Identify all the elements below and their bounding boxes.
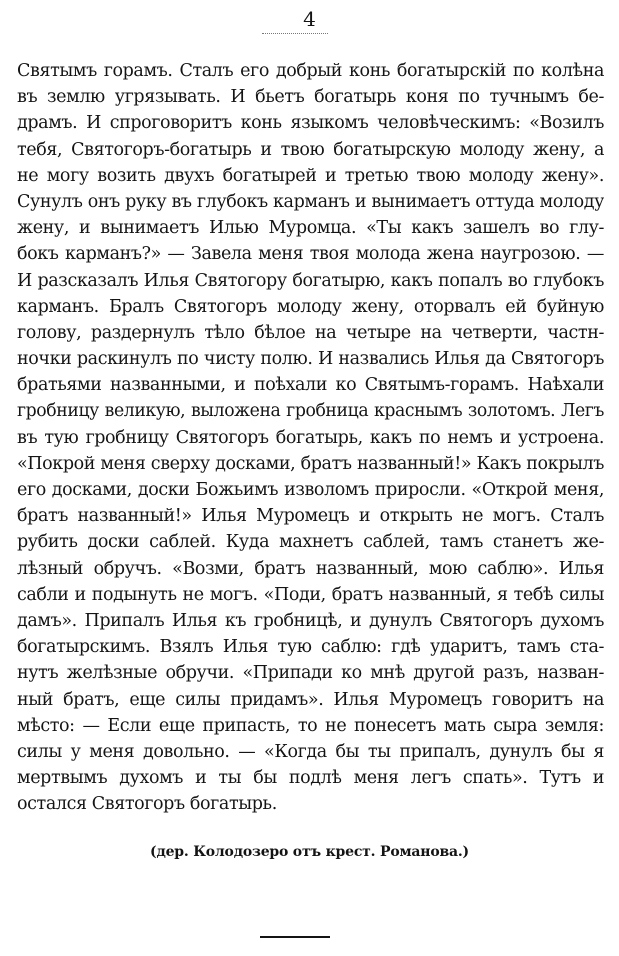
- text-line: ный братъ, еще силы придамъ». Илья Муромецъ говоритъ на: [17, 689, 604, 710]
- text-line: Сунулъ онъ руку въ глубокъ карманъ и вынимаетъ оттуда молоду: [17, 191, 604, 212]
- text-line: «Покрой меня сверху досками, братъ названный!» Какъ покрылъ: [17, 453, 604, 474]
- text-line: тебя, Святогоръ-богатырь и твою богатырскую молоду жену, а: [17, 139, 604, 160]
- text-line: мертвымъ духомъ и ты бы подлѣ меня легъ спать». Тутъ и: [17, 768, 604, 789]
- page-number: 4: [303, 7, 316, 31]
- text-line: братъ названный!» Илья Муромецъ и открыть не могъ. Сталъ: [17, 506, 604, 527]
- text-line: рубить доски саблей. Куда махнетъ саблей, тамъ станетъ же-: [17, 532, 604, 553]
- attribution: (дер. Колодозеро отъ крест. Романова.): [150, 844, 469, 860]
- text-line: лѣзный обручъ. «Возми, братъ названный, мою саблю». Илья: [17, 558, 604, 579]
- text-line: не могу возить двухъ богатырей и третью твою молоду жену».: [17, 165, 604, 186]
- header-rule: [262, 33, 328, 34]
- text-line: гробницу великую, выложена гробница краснымъ золотомъ. Легъ: [17, 401, 604, 422]
- text-line: И разсказалъ Илья Святогору богатырю, какъ попалъ во глубокъ: [17, 270, 604, 291]
- text-line: бокъ карманъ?» — Завела меня твоя молода жена наугрозою. —: [17, 244, 604, 265]
- text-line: сабли и подынуть не могъ. «Поди, братъ названный, я тебѣ силы: [17, 584, 604, 605]
- text-line: въ тую гробницу Святогоръ богатырь, какъ по немъ и устроена.: [17, 427, 604, 448]
- text-line: драмъ. И спроговоритъ конь языкомъ человѣческимъ: «Возилъ: [17, 113, 604, 134]
- text-line: карманъ. Бралъ Святогоръ молоду жену, оторвалъ ей буйную: [17, 296, 604, 317]
- text-line: богатырскимъ. Взялъ Илья тую саблю: гдѣ ударитъ, тамъ ста-: [17, 637, 604, 658]
- text-line: мѣсто: — Если еще припасть, то не понесетъ мать сыра земля:: [17, 715, 604, 736]
- text-line: голову, раздернулъ тѣло бѣлое на четыре на четверти, частн-: [17, 322, 604, 343]
- text-line: дамъ». Припалъ Илья къ гробницѣ, и дунулъ Святогоръ духомъ: [17, 610, 604, 631]
- text-line: ночки раскинулъ по чисту полю. И назвались Илья да Святогоръ: [17, 349, 604, 370]
- body-text: [17, 58, 604, 817]
- text-line: жену, и вынимаетъ Илью Муромца. «Ты какъ зашелъ во глу-: [17, 218, 604, 239]
- text-line: силы у меня довольно. — «Когда бы ты припалъ, дунулъ бы я: [17, 741, 604, 762]
- text-line: остался Святогоръ богатырь.: [17, 794, 277, 815]
- text-line: его досками, доски Божьимъ изволомъ приросли. «Открой меня,: [17, 480, 604, 500]
- text-line: братьями названными, и поѣхали ко Святымъ-горамъ. Наѣхали: [17, 375, 604, 396]
- end-rule: [260, 936, 330, 938]
- text-line: въ землю угрязывать. И бьетъ богатырь коня по тучнымъ бе-: [17, 87, 604, 108]
- text-line: Святымъ горамъ. Сталъ его добрый конь богатырскій по колѣна: [17, 61, 604, 81]
- text-line: нутъ желѣзные обручи. «Припади ко мнѣ другой разъ, назван-: [17, 663, 604, 684]
